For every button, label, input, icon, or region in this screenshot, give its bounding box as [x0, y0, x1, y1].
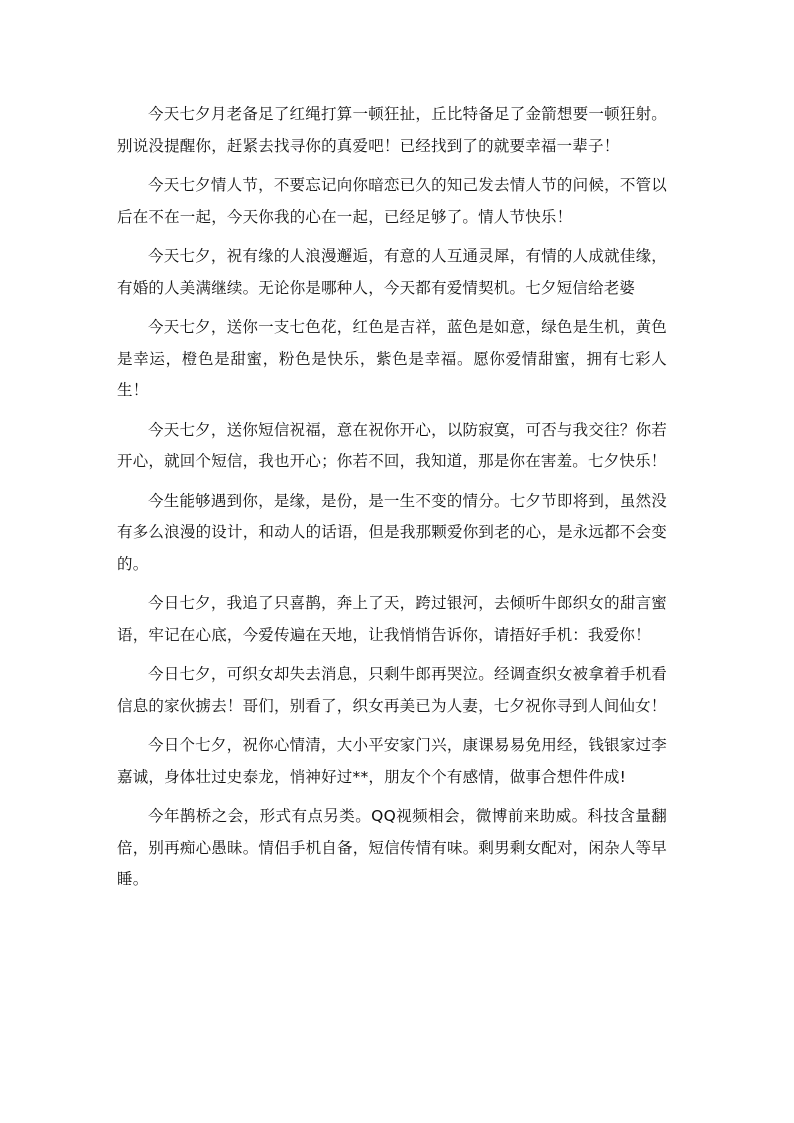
document-body	[117, 99, 667, 904]
paragraph: 今日七夕，可织女却失去消息，只剩牛郎再哭泣。经调查织女被拿着手机看信息的家伙掳去！哥们，别看了，织女再美已为人妻，七夕祝你寻到人间仙女！	[117, 665, 667, 715]
paragraph: 今天七夕，祝有缘的人浪漫邂逅，有意的人互通灵犀，有情的人成就佳缘，有婚的人美满继续。无论你是哪种人，今天都有爱情契机。七夕短信给老婆	[117, 247, 667, 297]
paragraph: 今日个七夕，祝你心情清，大小平安家门兴，康课易易免用经，钱银家过李嘉诚，身体壮过史泰龙，悄神好过**，朋友个个有感情，做事合想件件成!	[117, 736, 667, 786]
paragraph: 今天七夕月老备足了红绳打算一顿狂扯，丘比特备足了金箭想要一顿狂射。别说没提醒你，赶紧去找寻你的真爱吧！已经找到了的就要幸福一辈子！	[117, 105, 667, 155]
paragraph: 今天七夕情人节，不要忘记向你暗恋已久的知己发去情人节的问候，不管以后在不在一起，今天你我的心在一起，已经足够了。情人节快乐！	[117, 176, 667, 226]
paragraph: 今日七夕，我追了只喜鹊，奔上了天，跨过银河，去倾听牛郎织女的甜言蜜语，牢记在心底，今爱传遍在天地，让我悄悄告诉你，请捂好手机：我爱你！	[117, 594, 667, 644]
paragraph: 今年鹊桥之会，形式有点另类。QQ视频相会，微博前来助威。科技含量翻倍，别再痴心愚昧。情侣手机自备，短信传情有味。剩男剩女配对，闲杂人等早睡。	[117, 807, 667, 888]
paragraph: 今天七夕，送你短信祝福，意在祝你开心，以防寂寞，可否与我交往？你若开心，就回个短信，我也开心；你若不回，我知道，那是你在害羞。七夕快乐！	[117, 420, 667, 470]
paragraph: 今生能够遇到你，是缘，是份，是一生不变的情分。七夕节即将到，虽然没有多么浪漫的设计，和动人的话语，但是我那颗爱你到老的心，是永远都不会变的。	[117, 491, 667, 573]
paragraph: 今天七夕，送你一支七色花，红色是吉祥，蓝色是如意，绿色是生机，黄色是幸运，橙色是甜蜜，粉色是快乐，紫色是幸福。愿你爱情甜蜜，拥有七彩人生！	[117, 318, 667, 399]
